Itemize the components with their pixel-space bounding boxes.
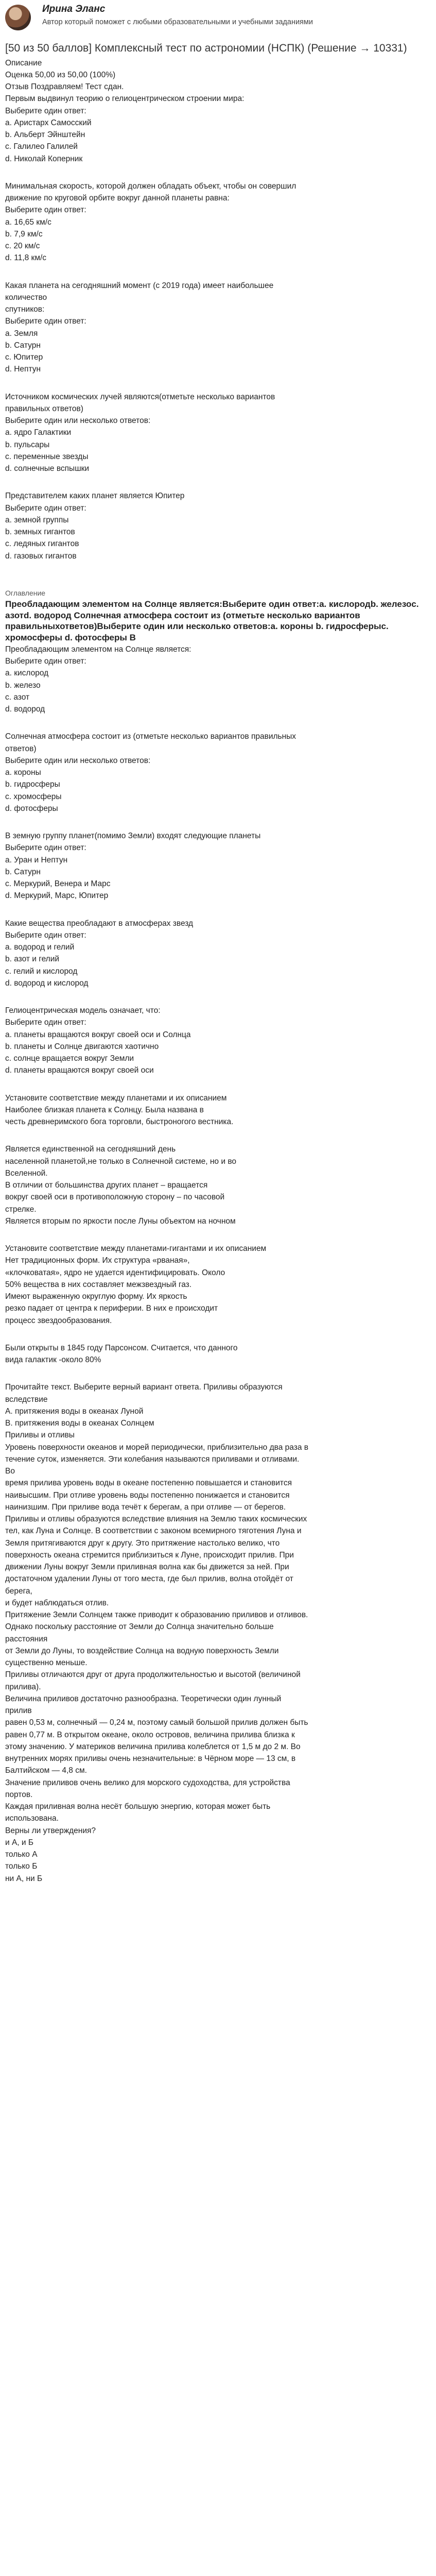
question-block xyxy=(5,280,431,376)
intro-line: Отзыв Поздравляем! Тест сдан. xyxy=(5,82,124,92)
question-line: c. солнце вращается вокруг Земли xyxy=(5,1054,134,1063)
question-line: a. земной группы xyxy=(5,515,69,524)
question-line: поверхность океана стремится приблизиться к Луне, происходит прилив. При xyxy=(5,1550,294,1560)
question-line: d. водород xyxy=(5,705,45,714)
question-line: Нет традиционных форм. Их структура «рваная», xyxy=(5,1256,190,1265)
question-line: c. азот xyxy=(5,692,30,702)
question-line: вследствие xyxy=(5,1395,48,1404)
question-line: Прочитайте текст. Выберите верный вариант ответа. Приливы образуются xyxy=(5,1383,283,1392)
question-line: населенной планетой,не только в Солнечной системе, но и во xyxy=(5,1157,237,1166)
question-line: стрелке. xyxy=(5,1205,37,1214)
question-line: равен 0,77 м. В открытом океане, около островов, величина прилива близка к xyxy=(5,1730,295,1739)
question-line: a. ядро Галактики xyxy=(5,428,72,437)
question-line: течение суток, изменяется. Эти колебания называются приливами и отливами. xyxy=(5,1454,300,1464)
question-line: правильных ответов) xyxy=(5,404,83,413)
question-line: b. пульсары xyxy=(5,440,50,449)
document-title: [50 из 50 баллов] Комплексный тест по астрономии (НСПК) (Решение → 10331) xyxy=(5,42,407,54)
question-line: Значение приливов очень велико для морского судоходства, для устройства xyxy=(5,1778,290,1787)
question-line: «клочковатая», ядро не удается идентифицировать. Около xyxy=(5,1268,225,1277)
question-line: Во xyxy=(5,1467,15,1476)
question-line: Были открыты в 1845 году Парсонсом. Считается, что данного xyxy=(5,1343,238,1352)
question-line: c. Галилео Галилей xyxy=(5,142,78,151)
question-line: Источником космических лучей являются(отметьте несколько вариантов xyxy=(5,392,275,401)
question-line: Выберите один ответ: xyxy=(5,317,86,326)
question-line: Выберите один ответ: xyxy=(5,106,86,115)
question-line: В отличии от большинства других планет – вращается xyxy=(5,1181,208,1190)
question-line: Земля притягиваются друг к другу. Это притяжение настолько велико, что xyxy=(5,1538,280,1548)
question-line: использована. xyxy=(5,1814,59,1823)
question-line: Приливы и отливы xyxy=(5,1431,75,1440)
bold-heading: Преобладающим элементом на Солнце является:Выберите один ответ:a. кислородb. железоc. азотd. водород Солнечная атмосфера состоит из (отметьте несколько вариантов правильныхответов)Выберите один или несколько ответов:a. короны b. гидросферыc. хромосферы d. фотосферы В xyxy=(5,599,419,643)
question-line: a. водород и гелий xyxy=(5,943,75,952)
question-block xyxy=(5,830,431,902)
question-line: a. кислород xyxy=(5,669,49,678)
question-line: b. 7,9 км/с xyxy=(5,229,43,239)
question-line: Выберите один ответ: xyxy=(5,503,86,513)
question-line: Каждая приливная волна несёт большую энергию, которая может быть xyxy=(5,1802,271,1811)
author-name[interactable]: Ирина Эланс xyxy=(42,4,106,14)
question-line: ответов) xyxy=(5,744,37,753)
question-line: Величина приливов достаточно разнообразна. Теоретически один лунный xyxy=(5,1694,282,1703)
question-line: движении Луны вокруг Земли приливная волна как бы движется за ней. При xyxy=(5,1563,289,1572)
question-line: d. фотосферы xyxy=(5,804,58,813)
question-line: b. гидросферы xyxy=(5,780,60,789)
question-line: процесс звездообразования. xyxy=(5,1316,112,1325)
question-line: Выберите один или несколько ответов: xyxy=(5,416,151,426)
question-line: a. короны xyxy=(5,768,41,777)
question-line: честь древнеримского бога торговли, быстроногого вестника. xyxy=(5,1117,234,1127)
question-line: 50% вещества в них составляет межзвездный газ. xyxy=(5,1280,192,1289)
question-line: b. азот и гелий xyxy=(5,955,60,964)
question-line: количество xyxy=(5,293,47,302)
question-line: a. Уран и Нептун xyxy=(5,855,68,865)
question-line: b. железо xyxy=(5,681,41,690)
question-line: Установите соответствие между планетами-гигантами и их описанием xyxy=(5,1244,267,1253)
question-line: Солнечная атмосфера состоит из (отметьте несколько вариантов правильных xyxy=(5,732,297,741)
question-line: b. планеты и Солнце двигаются хаотично xyxy=(5,1042,159,1051)
question-line: Выберите один ответ: xyxy=(5,1018,86,1027)
question-line: Какие вещества преобладают в атмосферах звезд xyxy=(5,919,194,928)
question-line: Первым выдвинул теорию о гелиоцентрическом строении мира: xyxy=(5,94,245,104)
question-block xyxy=(5,93,431,165)
question-block xyxy=(5,1342,431,1366)
question-line: Приливы и отливы образуются вследствие влияния на Землю таких космических xyxy=(5,1515,307,1524)
intro-line: Описание xyxy=(5,58,42,67)
question-line: время прилива уровень воды в океане постепенно повышается и становится xyxy=(5,1479,292,1488)
question-line: достаточном удалении Луны от того места, где был прилив, волна отойдёт от xyxy=(5,1574,293,1584)
intro-line: Оценка 50,00 из 50,00 (100%) xyxy=(5,70,116,79)
question-line: тел, как Луна и Солнце. В соответствии с законом всемирного тяготения Луна и xyxy=(5,1527,302,1536)
question-line: вида галактик -около 80% xyxy=(5,1355,101,1365)
question-line: b. Сатурн xyxy=(5,867,41,876)
question-line: c. переменные звезды xyxy=(5,452,89,461)
question-line: d. Меркурий, Марс, Юпитер xyxy=(5,891,109,901)
question-line: внутренних морях приливы очень незначительные: в Чёрном море — 13 см, в xyxy=(5,1754,296,1764)
question-line: a. Земля xyxy=(5,329,38,338)
question-line: Какая планета на сегодняшний момент (с 2019 года) имеет наибольшее xyxy=(5,281,274,290)
question-line: Преобладающим элементом на Солнце является: xyxy=(5,645,191,654)
question-line: d. Нептун xyxy=(5,365,41,374)
question-line: Притяжение Земли Солнцем также приводит к образованию приливов и отливов. xyxy=(5,1611,308,1620)
question-line: вокруг своей оси в противоположную сторону – по часовой xyxy=(5,1193,225,1202)
question-line: a. 16,65 км/с xyxy=(5,217,51,227)
question-block xyxy=(5,918,431,990)
question-line: Выберите один или несколько ответов: xyxy=(5,756,151,765)
question-line: Выберите один ответ: xyxy=(5,206,86,215)
question-line: Минимальная скорость, которой должен обладать объект, чтобы он совершил xyxy=(5,181,297,191)
question-block xyxy=(5,180,431,264)
question-block xyxy=(5,490,431,562)
question-line: прилив xyxy=(5,1706,32,1716)
question-line: c. Меркурий, Венера и Марс xyxy=(5,879,111,889)
question-line: ни А, ни Б xyxy=(5,1874,43,1883)
question-line: Верны ли утверждения? xyxy=(5,1826,96,1835)
question-line: Приливы отличаются друг от друга продолжительностью и высотой (величиной xyxy=(5,1670,301,1680)
question-line: c. хромосферы xyxy=(5,792,62,801)
question-line: a. планеты вращаются вокруг своей оси и Солнца xyxy=(5,1030,191,1039)
question-line: портов. xyxy=(5,1790,33,1799)
question-line: Балтийском — 4,8 см. xyxy=(5,1766,87,1775)
question-line: равен 0,53 м, солнечный — 0,24 м, поэтому самый большой прилив должен быть xyxy=(5,1718,308,1727)
question-line: Является единственной на сегодняшний день xyxy=(5,1145,176,1154)
question-line: d. водород и кислород xyxy=(5,978,89,988)
question-line: Установите соответствие между планетами и их описанием xyxy=(5,1093,227,1103)
question-line: существенно меньше. xyxy=(5,1658,88,1668)
question-line: этому значению. У материков величина прилива колеблется от 1,5 м до 2 м. Во xyxy=(5,1742,301,1751)
question-blocks xyxy=(5,93,431,578)
question-line: Вселенной. xyxy=(5,1168,48,1178)
author-header xyxy=(5,0,431,30)
table-of-contents-label[interactable]: Оглавление xyxy=(5,588,46,597)
question-line: Однако поскольку расстояние от Земли до Солнца значительно больше xyxy=(5,1622,274,1632)
question-line: Выберите один ответ: xyxy=(5,930,86,940)
question-line: Гелиоцентрическая модель означает, что: xyxy=(5,1006,161,1015)
question-line: прилива). xyxy=(5,1682,41,1691)
question-block xyxy=(5,1092,431,1128)
question-line: движение по круговой орбите вокруг данной планеты равна: xyxy=(5,194,230,203)
question-line: A. притяжения воды в океанах Луной xyxy=(5,1406,144,1416)
question-line: берега, xyxy=(5,1586,32,1596)
question-line: d. Николай Коперник xyxy=(5,154,83,163)
author-description: Автор который поможет с любыми образовательными и учебными заданиями xyxy=(42,18,313,26)
question-line: b. земных гигантов xyxy=(5,528,75,537)
question-block xyxy=(5,1005,431,1077)
question-line: Имеют выраженную округлую форму. Их яркость xyxy=(5,1292,187,1301)
question-line: только Б xyxy=(5,1862,38,1871)
question-block xyxy=(5,391,431,475)
question-line: Представителем каких планет является Юпитер xyxy=(5,492,185,501)
question-line: Выберите один ответ: xyxy=(5,657,86,666)
question-line: d. газовых гигантов xyxy=(5,551,77,561)
question-line: b. Альберт Эйнштейн xyxy=(5,130,85,140)
question-line: расстояния xyxy=(5,1634,48,1643)
question-line: Уровень поверхности океанов и морей периодически, приблизительно два раза в xyxy=(5,1443,308,1452)
question-line: наинизшим. При приливе вода течёт к берегам, а при отливе — от берегов. xyxy=(5,1502,286,1512)
question-line: Выберите один ответ: xyxy=(5,843,86,853)
question-line: и будет наблюдаться отлив. xyxy=(5,1598,109,1607)
question-line: только А xyxy=(5,1850,38,1859)
question-line: d. солнечные вспышки xyxy=(5,464,90,473)
question-line: c. Юпитер xyxy=(5,353,43,362)
question-line: B. притяжения воды в океанах Солнцем xyxy=(5,1419,154,1428)
question-block xyxy=(5,643,431,716)
question-line: c. 20 км/с xyxy=(5,242,40,251)
question-blocks-2 xyxy=(5,643,431,1900)
author-avatar[interactable] xyxy=(5,5,31,30)
question-line: c. ледяных гигантов xyxy=(5,539,79,549)
question-line: a. Аристарх Самосский xyxy=(5,118,92,127)
author-info xyxy=(42,3,313,27)
question-line: от Земли до Луны, то воздействие Солнца на водную поверхность Земли xyxy=(5,1646,279,1655)
question-block xyxy=(5,1243,431,1327)
question-line: резко падает от центра к периферии. В них е происходит xyxy=(5,1304,218,1313)
question-line: и А, и Б xyxy=(5,1838,34,1847)
question-line: d. планеты вращаются вокруг своей оси xyxy=(5,1066,154,1075)
document-intro xyxy=(5,57,431,93)
question-line: наивысшим. При отливе уровень воды постепенно понижается и становится xyxy=(5,1490,290,1500)
question-block xyxy=(5,731,431,815)
question-line: Наиболее близкая планета к Солнцу. Была названа в xyxy=(5,1105,204,1114)
question-block xyxy=(5,1381,431,1885)
question-line: b. Сатурн xyxy=(5,341,41,350)
question-line: В земную группу планет(помимо Земли) входят следующие планеты xyxy=(5,832,261,841)
question-line: c. гелий и кислород xyxy=(5,967,78,976)
question-line: d. 11,8 км/с xyxy=(5,253,47,263)
question-block xyxy=(5,1143,431,1227)
question-line: Является вторым по яркости после Луны объектом на ночном xyxy=(5,1216,236,1226)
question-line: спутников: xyxy=(5,305,45,314)
